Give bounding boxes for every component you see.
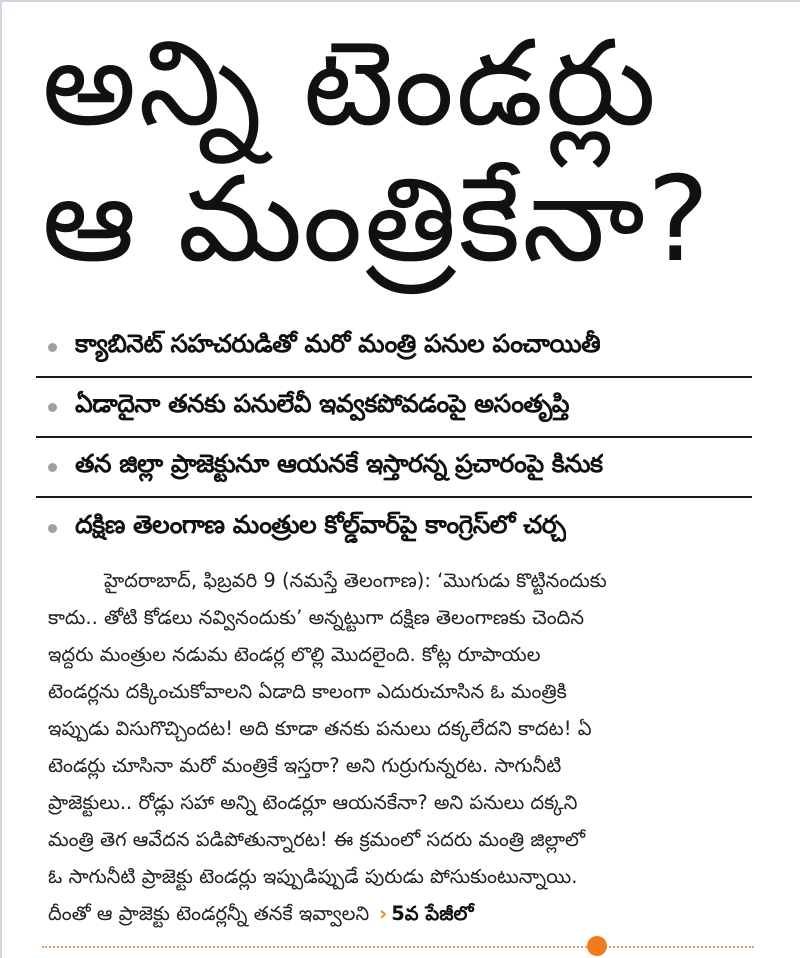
bullet-text: దక్షిణ తెలంగాణ మంత్రుల కోల్డ్‌వార్‌పై కాంగ్రెస్‌లో చర్చ xyxy=(75,510,566,539)
footer-dot-icon xyxy=(587,936,607,956)
bullet-dot-icon xyxy=(48,403,57,412)
footer-divider xyxy=(42,946,754,948)
article-body xyxy=(48,562,748,932)
body-line: ప్రాజెక్టులు.. రోడ్లు సహా అన్ని టెండర్లూ ఆయనకేనా? అని పనులు దక్కని xyxy=(48,791,578,814)
bullet-list xyxy=(36,318,752,558)
bullet-item xyxy=(36,318,752,378)
bullet-item xyxy=(36,498,752,558)
headline-line-1: అన్ని టెండర్లు xyxy=(42,14,659,152)
jump-arrow-icon: › xyxy=(379,902,388,925)
body-line: ఓ సాగునీటి ప్రాజెక్టు టెండర్లు ఇప్పుడిప్పుడే పురుడు పోసుకుంటున్నాయి. xyxy=(48,865,578,888)
bullet-item xyxy=(36,378,752,438)
bullet-dot-icon xyxy=(48,463,57,472)
body-line: కాదు.. తోటి కోడలు నవ్వినందుకు’ అన్నట్టుగా దక్షిణ తెలంగాణకు చెందిన xyxy=(48,606,585,629)
body-line: టెండర్లు చూసినా మరో మంత్రికే ఇస్తరా? అని గుర్రుగున్నరట. సాగునీటి xyxy=(48,754,562,777)
body-last-line xyxy=(48,895,748,932)
bullet-text: తన జిల్లా ప్రాజెక్టునూ ఆయనకే ఇస్తారన్న ప్రచారంపై కినుక xyxy=(75,449,603,478)
body-line: హైదరాబాద్, ఫిబ్రవరి 9 (నమస్తే తెలంగాణ): ‘మొగుడు కొట్టినందుకు xyxy=(104,569,607,592)
bullet-item xyxy=(36,438,752,498)
body-line: మంత్రి తెగ ఆవేదన పడిపోతున్నారట! ఈ క్రమంలో సదరు మంత్రి జిల్లాలో xyxy=(48,828,586,851)
bullet-dot-icon xyxy=(48,524,57,533)
bullet-text: క్యాబినెట్ సహచరుడితో మరో మంత్రి పనుల పంచాయితీ xyxy=(75,329,601,358)
headline-line-2: ఆ మంత్రికేనా? xyxy=(42,150,712,288)
body-line: ఇద్దరు మంత్రుల నడుమ టెండర్ల లొల్లి మొదలైంది. కోట్ల రూపాయల xyxy=(48,643,541,666)
body-line: టెండర్లను దక్కించుకోవాలని ఏడాది కాలంగా ఎదురుచూసిన ఓ మంత్రికి xyxy=(48,680,567,703)
body-line: ఇప్పుడు విసుగొచ్చిందట! అది కూడా తనకు పనులు దక్కలేదని కాదట! ఏ xyxy=(48,717,592,740)
body-last-line-text: దీంతో ఆ ప్రాజెక్టు టెండర్లన్నీ తనకే ఇవ్వాలని xyxy=(48,902,370,925)
continued-page-link[interactable]: 5వ పేజీలో xyxy=(391,902,474,925)
bullet-dot-icon xyxy=(48,343,57,352)
bullet-text: ఏడాదైనా తనకు పనులేవీ ఇవ్వకపోవడంపై అసంతృప్తి xyxy=(75,389,570,418)
